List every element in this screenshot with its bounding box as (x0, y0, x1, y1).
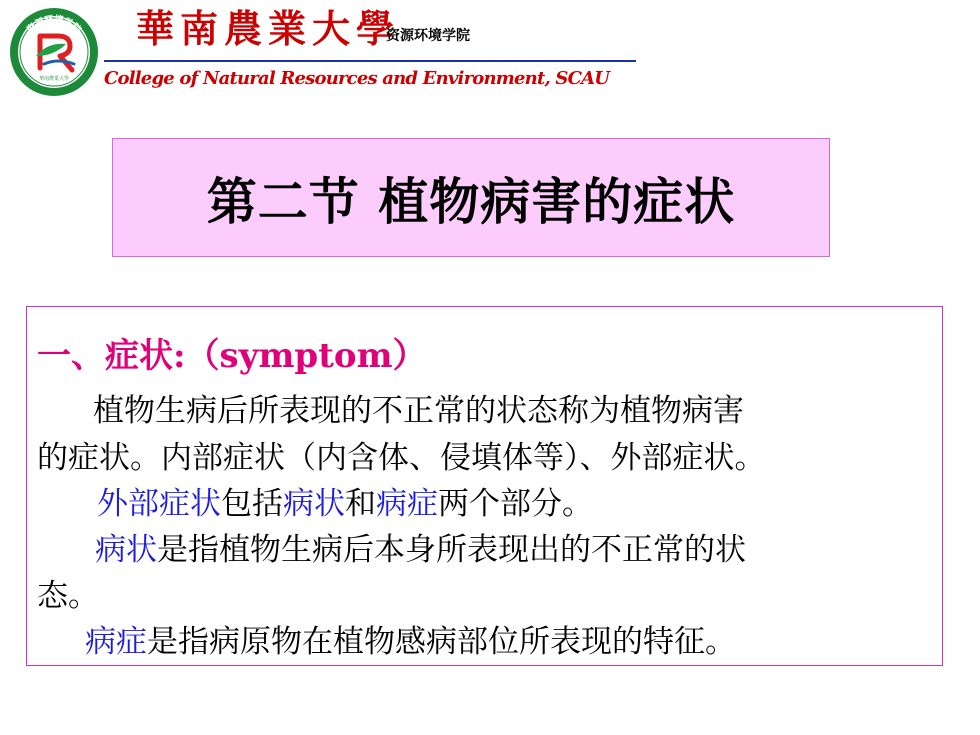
term-external-symptoms: 外部症状 (97, 486, 221, 522)
slide-title: 第二节 植物病害的症状 (206, 172, 736, 231)
svg-text:華南農業大學: 華南農業大學 (38, 76, 70, 82)
paragraph-line-3 (97, 486, 593, 522)
section-heading: 一、症状:（symptom） (37, 336, 427, 376)
school-name: 资源环境学院 (386, 28, 470, 44)
text-segment: 是指植物生病后本身所表现出的不正常的状 (157, 532, 746, 568)
svg-text:资源环境学院: 资源环境学院 (25, 14, 83, 36)
college-english-name: College of Natural Resources and Environment, SCAU (104, 68, 610, 89)
paragraph-line-1: 植物生病后所表现的不正常的状态称为植物病害 (93, 393, 744, 429)
term-sign: 病症 (85, 624, 147, 660)
college-emblem-icon (8, 6, 100, 98)
term-sign: 病症 (376, 486, 438, 522)
header-divider (104, 60, 636, 62)
paragraph-line-4 (95, 532, 746, 568)
paragraph-line-2: 的症状。内部症状（内含体、侵填体等）、外部症状。 (37, 440, 766, 476)
content-box (26, 306, 943, 666)
term-symptom: 病状 (283, 486, 345, 522)
title-box (112, 138, 830, 257)
term-symptom: 病状 (95, 532, 157, 568)
text-segment: 是指病原物在植物感病部位所表现的特征。 (147, 624, 736, 660)
university-name: 華南農業大學 (136, 6, 401, 51)
text-segment: 包括 (221, 486, 283, 522)
paragraph-line-6 (85, 624, 736, 660)
text-segment: 和 (345, 486, 376, 522)
text-segment: 两个部分。 (438, 486, 593, 522)
paragraph-line-5: 态。 (37, 578, 99, 614)
